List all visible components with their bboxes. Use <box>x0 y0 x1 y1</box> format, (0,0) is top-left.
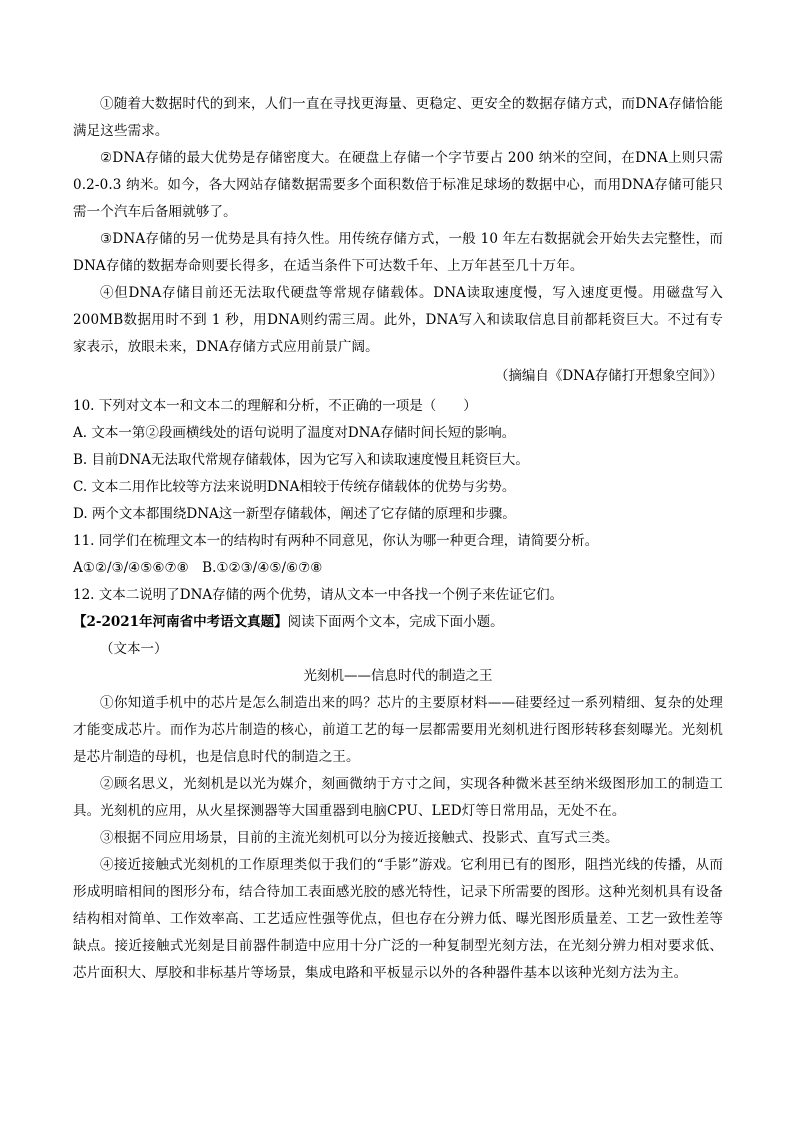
text1-label: （文本一） <box>100 641 168 657</box>
question-10: 10. 下列对文本一和文本二的理解和分析，不正确的一项是（ ） <box>73 398 477 414</box>
section-header <box>73 609 723 636</box>
text1-paragraph-2: ②顾名思义，光刻机是以光为媒介，刻画微纳于方寸之间，实现各种微米甚至纳米级图形加工的制造工具。光刻机的应用，从火星探测器等大国重器到电脑CPU、LED灯等日常用品，无处不在。 <box>73 776 723 819</box>
question-11: 11. 同学们在梳理文本一的结构时有两种不同意见，你认为哪一种更合理，请简要分析。 <box>73 533 599 549</box>
section-intro: 阅读下面两个文本，完成下面小题。 <box>287 614 504 630</box>
text2-paragraph-1: ①随着大数据时代的到来，人们一直在寻找更海量、更稳定、更安全的数据存储方式，而DNA存储恰能满足这些需求。 <box>73 96 723 139</box>
text1-paragraph-4: ④接近接触式光刻机的工作原理类似于我们的“手影”游戏。它利用已有的图形，阻挡光线的传播，从而形成明暗相间的图形分布，结合待加工表面感光胶的感光特性，记录下所需要的图形。这种光刻机具有设备结构相对简单、工作效率高、工艺适应性强等优点，但也存在分辨力低、曝光图形质量差、工艺一致性差等缺点。接近接触式光刻是目前器件制造中应用十分广泛的一种复制型光刻方法，在光刻分辨力相对要求低、芯片面积大、厚胶和非标基片等场景，集成电路和平板显示以外的各种器件基本以该种光刻方法为主。 <box>73 857 723 981</box>
question-10-option-b: B. 目前DNA无法取代常规存储载体，因为它写入和读取速度慢且耗资巨大。 <box>73 452 529 468</box>
text1-title: 光刻机——信息时代的制造之王 <box>303 668 493 684</box>
question-12: 12. 文本二说明了DNA存储的两个优势，请从文本一中各找一个例子来佐证它们。 <box>73 587 564 603</box>
text2-paragraph-3: ③DNA存储的另一优势是具有持久性。用传统存储方式，一般 10 年左右数据就会开始失去完整性，而DNA存储的数据寿命则要长得多，在适当条件下可达数千年、上万年甚至几十万年。 <box>73 231 723 274</box>
question-10-option-c: C. 文本二用作比较等方法来说明DNA相较于传统存储载体的优势与劣势。 <box>73 479 516 495</box>
text1-paragraph-3: ③根据不同应用场景，目前的主流光刻机可以分为接近接触式、投影式、直写式三类。 <box>100 830 619 846</box>
text2-paragraph-4: ④但DNA存储目前还无法取代硬盘等常规存储载体。DNA读取速度慢，写入速度更慢。用磁盘写入 200MB数据用时不到 1 秒，用DNA则约需三周。此外，DNA写入和读取信息目前都耗资巨大。不过有专家表示，放眼未来，DNA存储方式应用前景广阔。 <box>73 285 723 355</box>
question-11-options: A①②/③/④⑤⑥⑦⑧ B.①②③/④⑤/⑥⑦⑧ <box>73 560 323 576</box>
text2-source: （摘编自《DNA存储打开想象空间》） <box>494 368 723 384</box>
question-10-option-d: D. 两个文本都围绕DNA这一新型存储载体，阐述了它存储的原理和步骤。 <box>73 506 516 522</box>
question-10-option-a: A. 文本一第②段画横线处的语句说明了温度对DNA存储时间长短的影响。 <box>73 425 516 441</box>
section-tag: 【2-2021年河南省中考语文真题】 <box>73 614 288 630</box>
text2-paragraph-2: ②DNA存储的最大优势是存储密度大。在硬盘上存储一个字节要占 200 纳米的空间，在DNA上则只需 0.2-0.3 纳米。如今，各大网站存储数据需要多个面积数倍于标准足球场的数据中心，而用DNA存储可能只需一个汽车后备厢就够了。 <box>73 150 723 220</box>
text1-paragraph-1: ①你知道手机中的芯片是怎么制造出来的吗？芯片的主要原材料——硅要经过一系列精细、复杂的处理才能变成芯片。而作为芯片制造的核心，前道工艺的每一层都需要用光刻机进行图形转移套刻曝光。光刻机是芯片制造的母机，也是信息时代的制造之王。 <box>73 695 723 765</box>
